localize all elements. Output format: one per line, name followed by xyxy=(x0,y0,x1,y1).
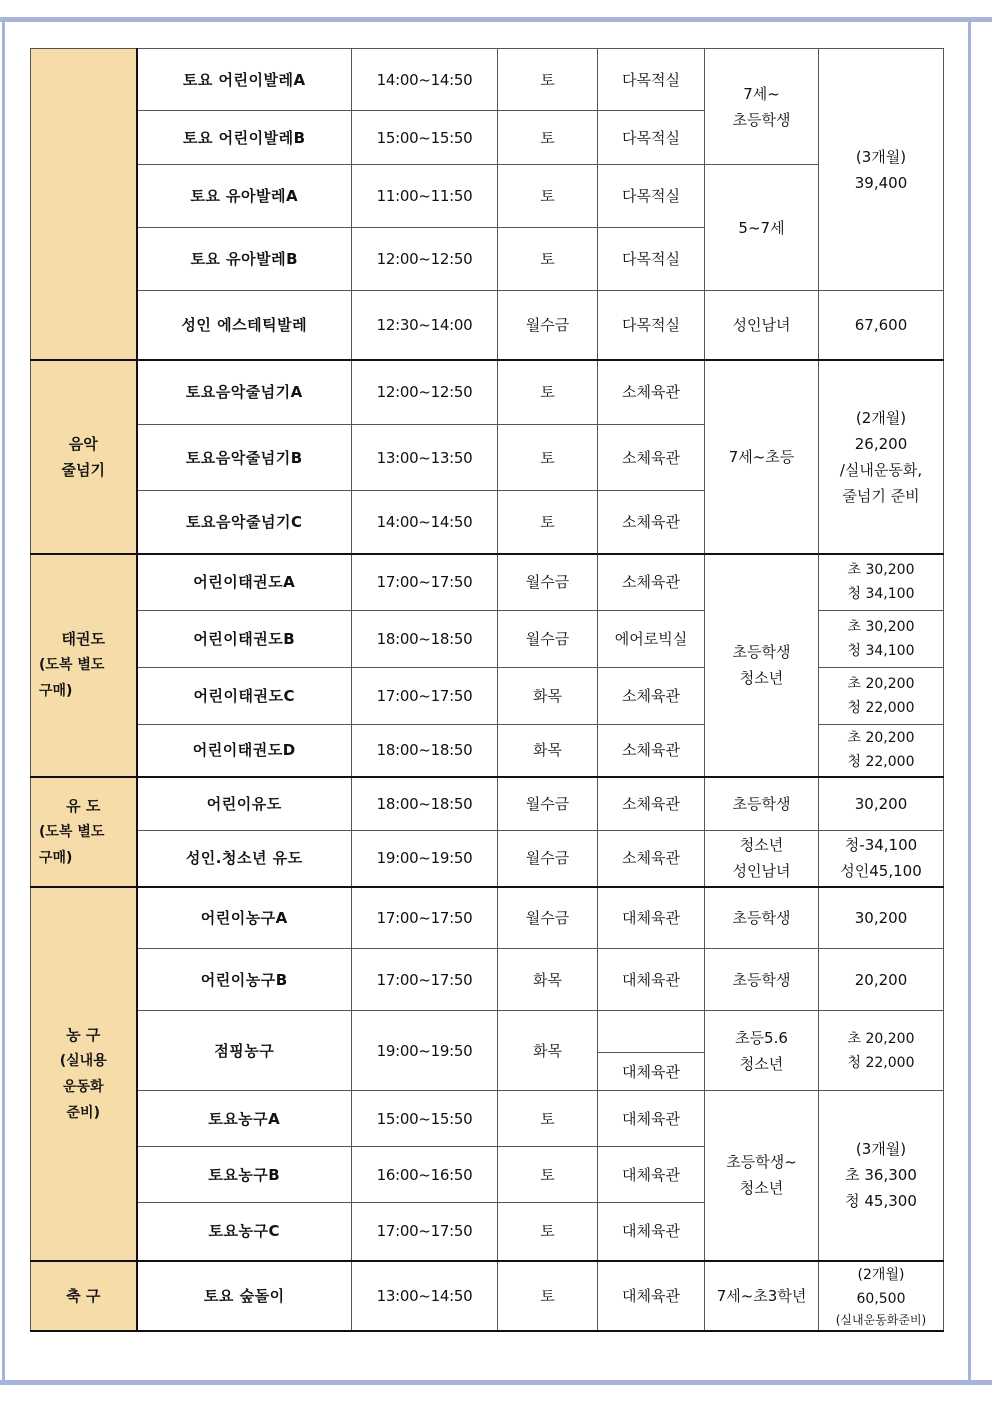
target-line: 청소년 xyxy=(739,1054,784,1073)
program-place: 대체육관 xyxy=(598,1053,705,1091)
program-day: 월수금 xyxy=(498,291,598,360)
program-name: 토요 어린이발레A xyxy=(137,49,352,111)
program-place: 다목적실 xyxy=(598,165,705,228)
program-fee: 30,200 xyxy=(819,777,944,831)
page-border-bottom xyxy=(0,1380,992,1385)
program-day: 토 xyxy=(498,1091,598,1147)
fee-line: (3개월) xyxy=(855,147,907,166)
category-basketball xyxy=(31,887,137,1261)
program-day: 토 xyxy=(498,165,598,228)
program-time: 12:30~14:00 xyxy=(352,291,498,360)
program-name: 어린이태권도D xyxy=(137,725,352,777)
program-fee xyxy=(819,360,944,554)
program-time: 13:00~14:50 xyxy=(352,1261,498,1331)
table-row xyxy=(31,49,944,111)
program-target: 성인남녀 xyxy=(705,291,819,360)
program-time: 16:00~16:50 xyxy=(352,1147,498,1203)
table-row xyxy=(31,831,944,887)
program-place: 소체육관 xyxy=(598,360,705,425)
target-line: 초등학생 xyxy=(732,643,791,661)
fee-line: 청 34,100 xyxy=(847,586,915,603)
program-day: 월수금 xyxy=(498,887,598,949)
category-note: 운동화 xyxy=(62,1078,104,1095)
program-place: 소체육관 xyxy=(598,491,705,554)
program-target xyxy=(705,831,819,887)
program-time: 15:00~15:50 xyxy=(352,1091,498,1147)
fee-line: 청 34,100 xyxy=(847,643,915,659)
program-place: 소체육관 xyxy=(598,668,705,725)
fee-line: 청 22,000 xyxy=(847,1054,915,1071)
program-place: 대체육관 xyxy=(598,949,705,1011)
program-target: 7세~초3학년 xyxy=(705,1261,819,1331)
fee-line: 초 30,200 xyxy=(847,562,915,579)
program-fee: 20,200 xyxy=(819,949,944,1011)
table-row xyxy=(31,949,944,1011)
program-day: 토 xyxy=(498,1147,598,1203)
program-day: 화목 xyxy=(498,949,598,1011)
target-line: 7세~ xyxy=(743,84,780,103)
fee-line: 39,400 xyxy=(854,173,908,192)
category-label: 농 구 xyxy=(66,1025,101,1044)
fee-line: (2개월) xyxy=(855,408,907,427)
program-day: 토 xyxy=(498,228,598,291)
program-name: 토요 어린이발레B xyxy=(137,111,352,165)
program-name: 점핑농구 xyxy=(137,1011,352,1091)
program-time: 11:00~11:50 xyxy=(352,165,498,228)
program-day: 토 xyxy=(498,111,598,165)
fee-line: 성인45,100 xyxy=(840,862,922,881)
program-place: 소체육관 xyxy=(598,554,705,611)
program-fee xyxy=(819,49,944,291)
table-row xyxy=(31,554,944,611)
table-row xyxy=(31,360,944,425)
program-time: 18:00~18:50 xyxy=(352,777,498,831)
fee-line: /실내운동화, xyxy=(839,460,923,479)
category-taekwondo xyxy=(31,554,137,777)
program-fee xyxy=(819,1011,944,1091)
program-day: 토 xyxy=(498,1261,598,1331)
program-time: 12:00~12:50 xyxy=(352,228,498,291)
category-label: 유 도 xyxy=(66,796,101,815)
program-name: 어린이유도 xyxy=(137,777,352,831)
program-name: 어린이태권도B xyxy=(137,611,352,668)
program-time: 17:00~17:50 xyxy=(352,887,498,949)
program-time: 17:00~17:50 xyxy=(352,554,498,611)
program-fee: 67,600 xyxy=(819,291,944,360)
table-row xyxy=(31,1011,944,1053)
program-time: 14:00~14:50 xyxy=(352,49,498,111)
program-target: 초등학생 xyxy=(705,777,819,831)
program-name: 토요 유아발레A xyxy=(137,165,352,228)
fee-line: (실내운동화준비) xyxy=(835,1312,927,1327)
fee-line: (2개월) xyxy=(857,1266,905,1283)
program-name: 성인 에스테틱발레 xyxy=(137,291,352,360)
table-row xyxy=(31,291,944,360)
program-fee xyxy=(819,611,944,668)
program-fee xyxy=(819,1091,944,1261)
fee-line: 청 22,000 xyxy=(847,700,915,716)
category-note: (도복 별도 xyxy=(39,657,105,673)
program-name: 어린이농구A xyxy=(137,887,352,949)
program-fee xyxy=(819,668,944,725)
program-name: 토요농구B xyxy=(137,1147,352,1203)
program-place: 대체육관 xyxy=(598,1203,705,1261)
category-label: 태권도 xyxy=(61,630,105,648)
category-ballet xyxy=(31,49,137,360)
program-time: 17:00~17:50 xyxy=(352,949,498,1011)
category-judo xyxy=(31,777,137,887)
category-jump-rope xyxy=(31,360,137,554)
program-place: 다목적실 xyxy=(598,291,705,360)
program-place: 다목적실 xyxy=(598,228,705,291)
fee-line: 초 30,200 xyxy=(847,619,915,635)
program-fee xyxy=(819,554,944,611)
category-note: 준비) xyxy=(66,1104,100,1121)
program-day: 월수금 xyxy=(498,831,598,887)
target-line: 성인남녀 xyxy=(732,862,791,881)
fee-line: 청 22,000 xyxy=(847,754,915,771)
fee-line: 초 20,200 xyxy=(847,676,915,692)
program-name: 토요농구A xyxy=(137,1091,352,1147)
program-day: 화목 xyxy=(498,1011,598,1091)
fee-line: 초 20,200 xyxy=(847,730,915,747)
program-place xyxy=(598,1011,705,1053)
program-fee xyxy=(819,725,944,777)
program-target xyxy=(705,1091,819,1261)
table-row xyxy=(31,1261,944,1331)
program-day: 화목 xyxy=(498,668,598,725)
fee-line: 60,500 xyxy=(856,1290,906,1307)
program-target: 초등학생 xyxy=(705,887,819,949)
table-row xyxy=(31,165,944,228)
program-day: 월수금 xyxy=(498,777,598,831)
program-day: 월수금 xyxy=(498,611,598,668)
target-line: 초등학생 xyxy=(732,110,791,129)
program-name: 어린이태권도C xyxy=(137,668,352,725)
program-time: 19:00~19:50 xyxy=(352,1011,498,1091)
program-place: 소체육관 xyxy=(598,425,705,491)
program-place: 대체육관 xyxy=(598,1147,705,1203)
program-time: 12:00~12:50 xyxy=(352,360,498,425)
program-target xyxy=(705,554,819,777)
program-name: 성인.청소년 유도 xyxy=(137,831,352,887)
program-place: 대체육관 xyxy=(598,887,705,949)
fee-line: 초 20,200 xyxy=(847,1030,915,1047)
program-target: 7세~초등 xyxy=(705,360,819,554)
program-fee: 30,200 xyxy=(819,887,944,949)
program-place: 다목적실 xyxy=(598,111,705,165)
program-day: 토 xyxy=(498,1203,598,1261)
program-name: 토요 숲돌이 xyxy=(137,1261,352,1331)
program-time: 17:00~17:50 xyxy=(352,668,498,725)
program-day: 토 xyxy=(498,491,598,554)
program-day: 토 xyxy=(498,425,598,491)
program-time: 13:00~13:50 xyxy=(352,425,498,491)
program-time: 17:00~17:50 xyxy=(352,1203,498,1261)
program-fee xyxy=(819,831,944,887)
fee-line: 26,200 xyxy=(854,434,908,453)
category-note: 구매) xyxy=(39,849,73,866)
program-target xyxy=(705,1011,819,1091)
program-day: 토 xyxy=(498,360,598,425)
page-border-left xyxy=(2,17,5,1385)
program-place: 소체육관 xyxy=(598,777,705,831)
program-name: 토요 유아발레B xyxy=(137,228,352,291)
program-name: 토요음악줄넘기A xyxy=(137,360,352,425)
program-time: 15:00~15:50 xyxy=(352,111,498,165)
program-time: 14:00~14:50 xyxy=(352,491,498,554)
program-name: 어린이태권도A xyxy=(137,554,352,611)
page-border-top xyxy=(0,17,992,22)
program-place: 소체육관 xyxy=(598,725,705,777)
target-line: 초등학생~ xyxy=(726,1153,797,1172)
program-name: 토요음악줄넘기C xyxy=(137,491,352,554)
category-note: (도복 별도 xyxy=(39,823,105,840)
target-line: 초등5.6 xyxy=(735,1028,788,1047)
table-row xyxy=(31,887,944,949)
target-line: 청소년 xyxy=(739,1179,784,1198)
program-place: 에어로빅실 xyxy=(598,611,705,668)
category-label: 음악 xyxy=(68,434,98,453)
program-target xyxy=(705,49,819,165)
target-line: 청소년 xyxy=(739,669,784,687)
category-note: 구매) xyxy=(39,683,73,699)
fee-line: 청-34,100 xyxy=(844,836,918,855)
program-day: 토 xyxy=(498,49,598,111)
category-soccer: 축 구 xyxy=(31,1261,137,1331)
program-target: 5~7세 xyxy=(705,165,819,291)
program-target: 초등학생 xyxy=(705,949,819,1011)
program-place: 다목적실 xyxy=(598,49,705,111)
program-day: 월수금 xyxy=(498,554,598,611)
category-note: (실내용 xyxy=(59,1052,107,1069)
program-time: 19:00~19:50 xyxy=(352,831,498,887)
program-time: 18:00~18:50 xyxy=(352,611,498,668)
program-time: 18:00~18:50 xyxy=(352,725,498,777)
program-name: 토요농구C xyxy=(137,1203,352,1261)
fee-line: 청 45,300 xyxy=(845,1192,917,1211)
program-name: 어린이농구B xyxy=(137,949,352,1011)
page-border-right xyxy=(968,17,971,1385)
program-place: 대체육관 xyxy=(598,1261,705,1331)
program-day: 화목 xyxy=(498,725,598,777)
fee-line: 초 36,300 xyxy=(845,1166,917,1185)
fee-line: 줄넘기 준비 xyxy=(842,486,920,505)
table-row xyxy=(31,1091,944,1147)
program-fee xyxy=(819,1261,944,1331)
target-line: 청소년 xyxy=(739,836,784,855)
category-label: 줄넘기 xyxy=(61,460,105,479)
program-schedule-table xyxy=(30,48,944,1332)
program-name: 토요음악줄넘기B xyxy=(137,425,352,491)
fee-line: (3개월) xyxy=(855,1140,907,1159)
table-row xyxy=(31,777,944,831)
program-place: 소체육관 xyxy=(598,831,705,887)
program-place: 대체육관 xyxy=(598,1091,705,1147)
